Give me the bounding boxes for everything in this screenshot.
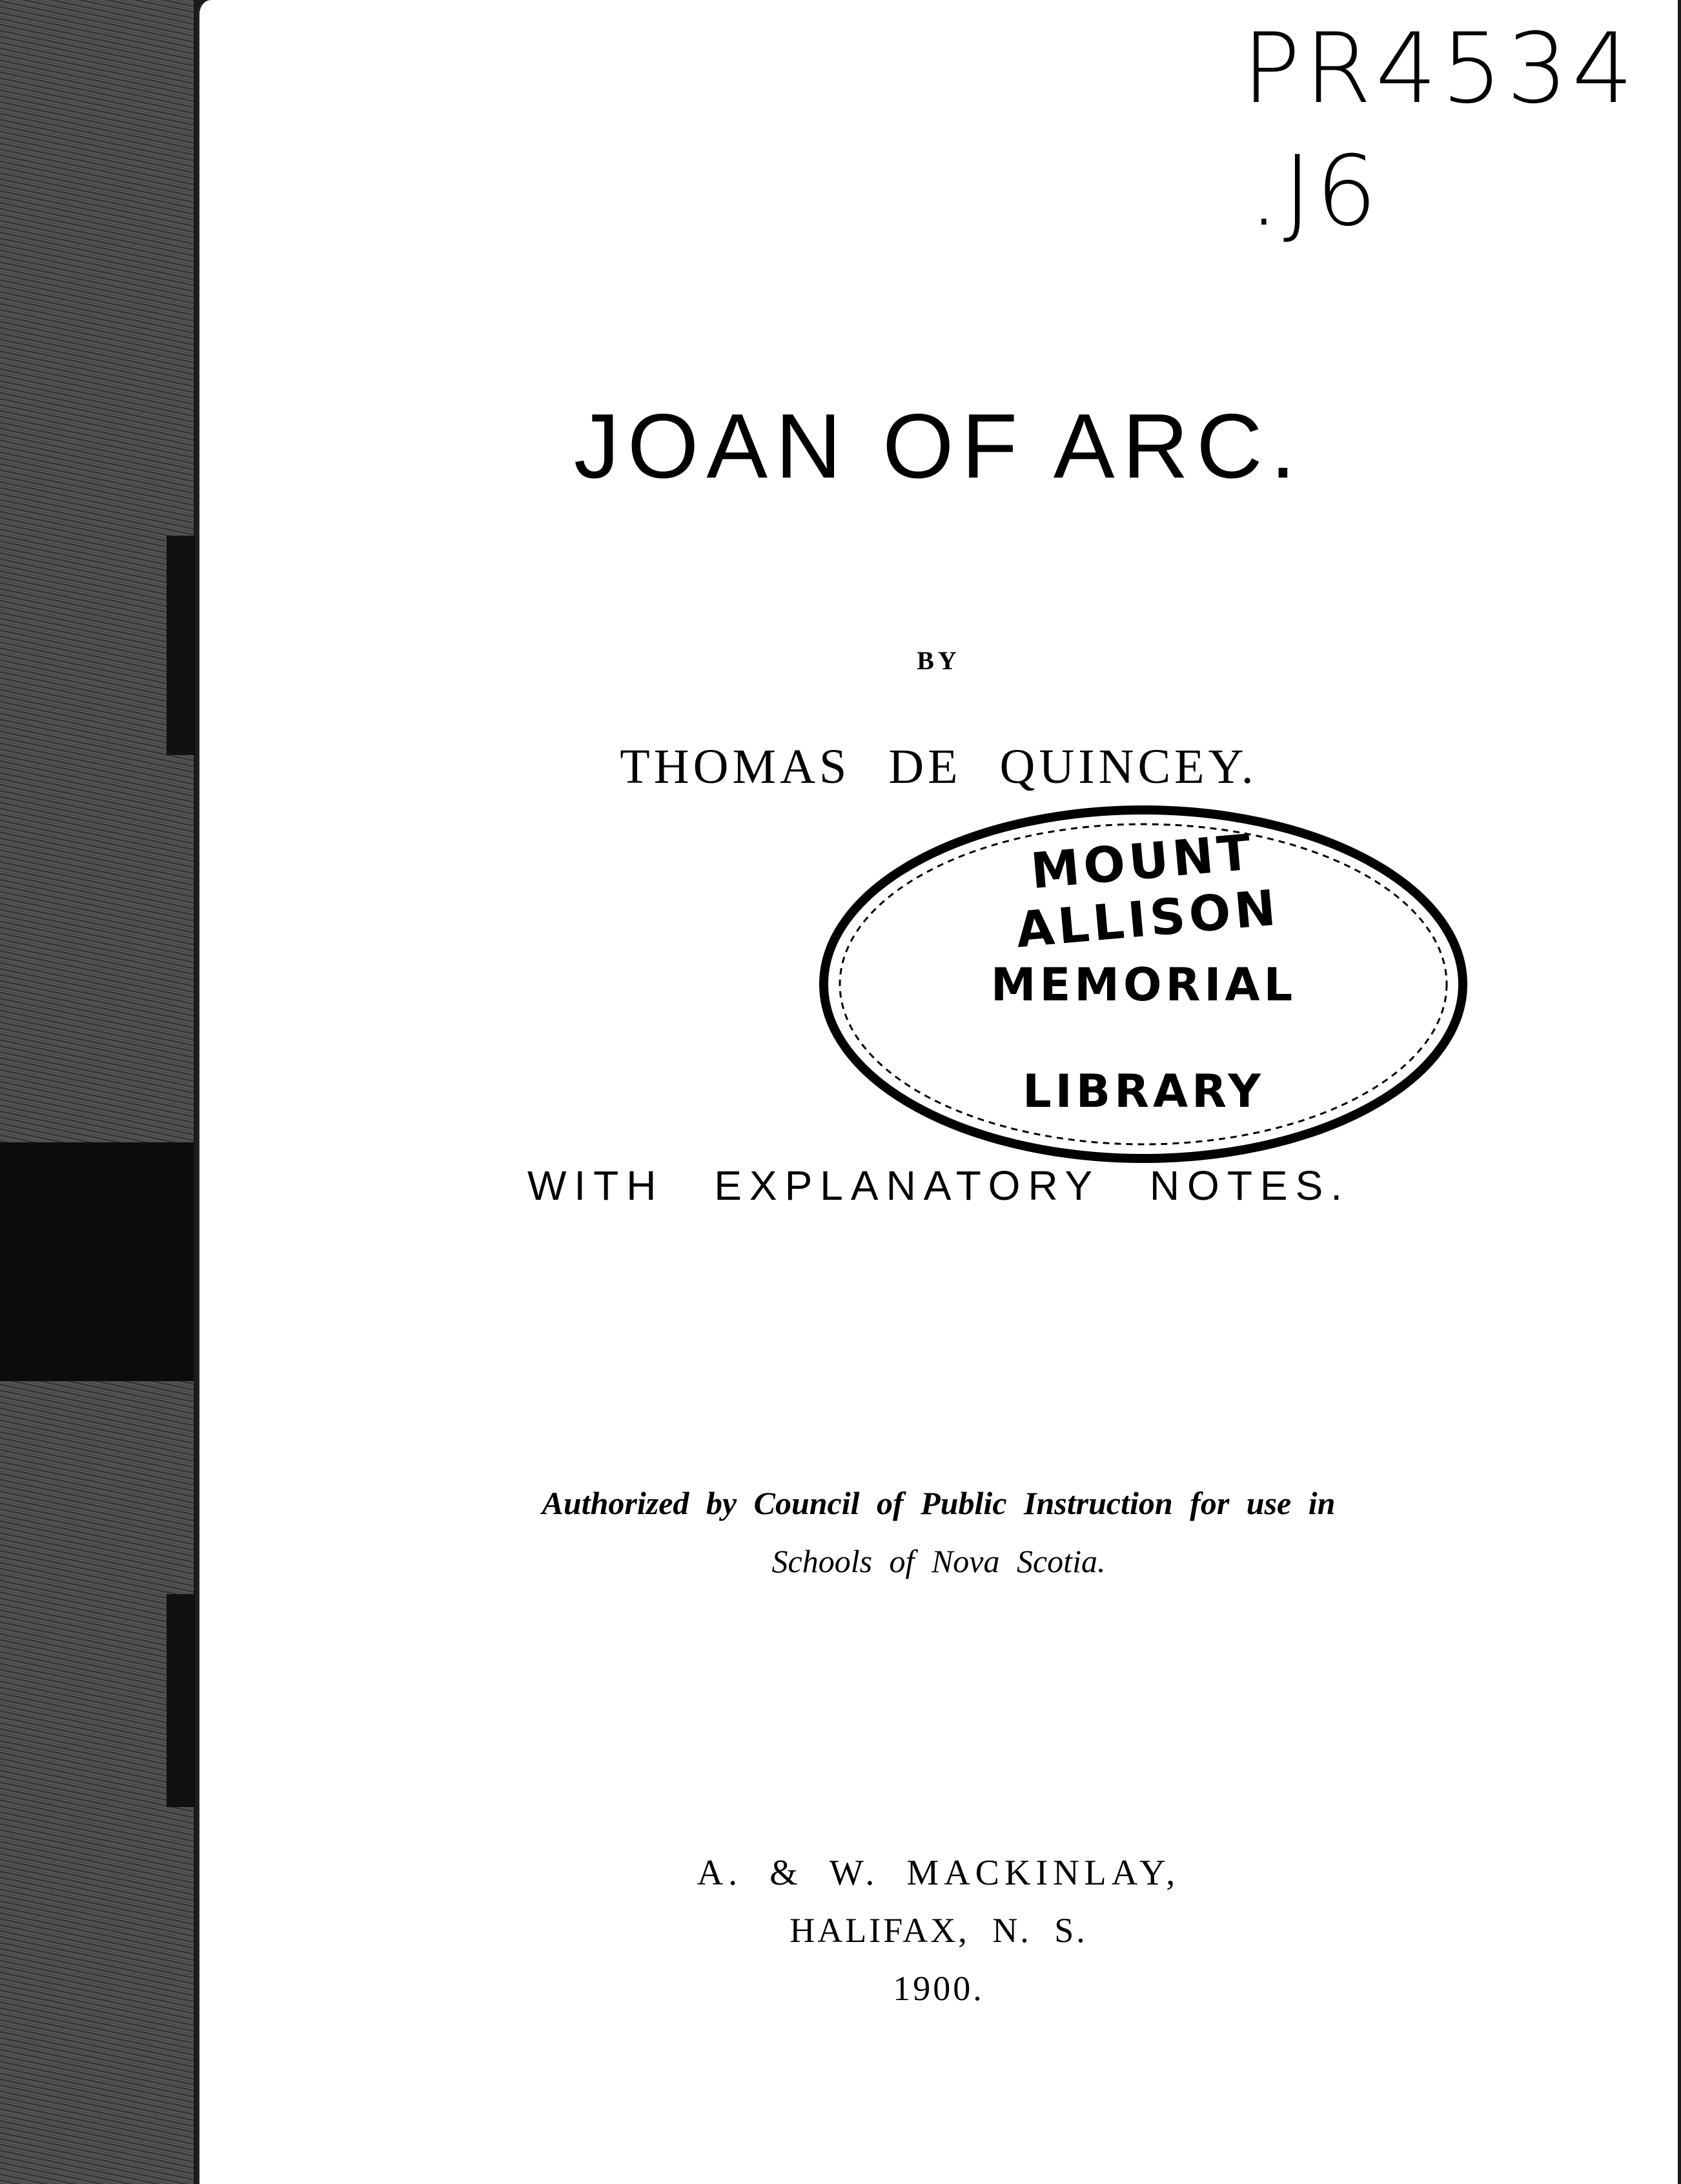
subtitle: WITH EXPLANATORY NOTES. [527, 1162, 1350, 1209]
book-title: JOAN OF ARC. [573, 395, 1304, 498]
binding-clip-upper [167, 536, 195, 755]
binding-tape [0, 1142, 194, 1381]
stamp-text-top: MOUNT ALLISON [1014, 823, 1282, 959]
stamp-text-bottom: LIBRARY [1023, 1065, 1265, 1118]
author-name: THOMAS DE QUINCEY. [620, 740, 1258, 794]
publisher-city: HALIFAX, N. S. [790, 1911, 1088, 1950]
library-stamp [816, 800, 1471, 1168]
call-number-line1: PR4534 [1242, 13, 1638, 125]
authorization-line1: Authorized by Council of Public Instruction for use in [542, 1485, 1336, 1521]
authorization-line2: Schools of Nova Scotia. [771, 1543, 1106, 1579]
publisher-name: A. & W. MACKINLAY, [697, 1853, 1181, 1893]
stamp-text-middle: MEMORIAL [990, 958, 1297, 1011]
call-number-line2: .J6 [1248, 136, 1381, 248]
binding-clip-lower [167, 1594, 195, 1807]
title-page [197, 0, 1678, 2184]
publication-year: 1900. [893, 1969, 984, 2008]
by-label: BY [917, 646, 961, 675]
book-binding [0, 0, 194, 2184]
